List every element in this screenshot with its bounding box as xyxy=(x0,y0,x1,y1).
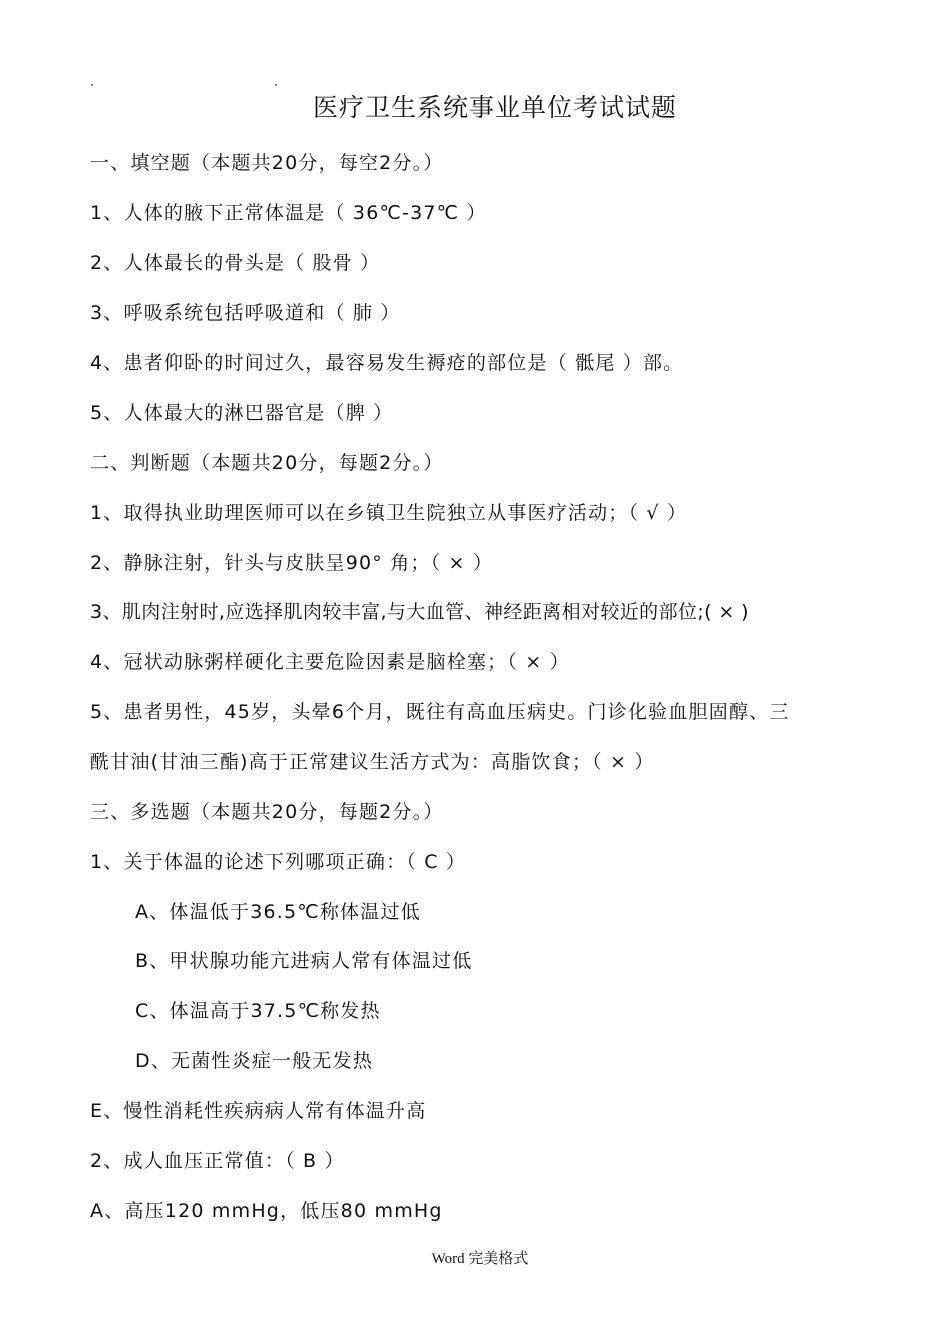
question-line: 4、冠状动脉粥样硬化主要危险因素是脑栓塞；（ × ） xyxy=(90,651,570,673)
option-line: B、甲状腺功能亢进病人常有体温过低 xyxy=(135,950,473,972)
question-line: 1、取得执业助理医师可以在乡镇卫生院独立从事医疗活动；（ √ ） xyxy=(90,502,688,524)
page-title: 医疗卫生系统事业单位考试试题 xyxy=(312,93,677,122)
question-line: 酰甘油(甘油三酯)高于正常建议生活方式为：高脂饮食；（ × ） xyxy=(90,751,655,773)
question-line: 1、人体的腋下正常体温是（ 36℃-37℃ ） xyxy=(90,202,487,224)
option-line: E、慢性消耗性疾病病人常有体温升高 xyxy=(90,1100,427,1122)
page-footer: Word 完美格式 xyxy=(431,1251,529,1267)
option-line: A、高压120 mmHg，低压80 mmHg xyxy=(90,1200,443,1222)
section-heading-true-false: 二、判断题（本题共20分，每题2分。） xyxy=(90,452,444,474)
option-line: D、无菌性炎症一般无发热 xyxy=(135,1050,374,1072)
option-line: A、体温低于36.5℃称体温过低 xyxy=(135,901,421,923)
option-line: C、体温高于37.5℃称发热 xyxy=(135,1000,381,1022)
question-line: 2、成人血压正常值：（ B ） xyxy=(90,1150,345,1172)
question-line: 3、肌肉注射时,应选择肌肉较丰富,与大血管、神经距离相对较近的部位;( × ) xyxy=(90,601,749,623)
question-line: 2、人体最长的骨头是（ 股骨 ） xyxy=(90,252,381,274)
question-line: 1、关于体温的论述下列哪项正确：（ C ） xyxy=(90,851,467,873)
question-line: 5、人体最大的淋巴器官是（脾 ） xyxy=(90,402,394,424)
question-line: 3、呼吸系统包括呼吸道和（ 肺 ） xyxy=(90,302,401,324)
corner-mark xyxy=(275,84,277,86)
question-line: 2、静脉注射，针头与皮肤呈90° 角；（ × ） xyxy=(90,552,494,574)
section-heading-fill-blank: 一、填空题（本题共20分，每空2分。） xyxy=(90,152,444,174)
corner-mark xyxy=(91,84,93,86)
section-heading-multiple-choice: 三、多选题（本题共20分，每题2分。） xyxy=(90,801,444,823)
question-line: 4、患者仰卧的时间过久，最容易发生褥疮的部位是（ 骶尾 ）部。 xyxy=(90,352,684,374)
question-line: 5、患者男性，45岁，头晕6个月，既往有高血压病史。门诊化验血胆固醇、三 xyxy=(90,701,790,723)
